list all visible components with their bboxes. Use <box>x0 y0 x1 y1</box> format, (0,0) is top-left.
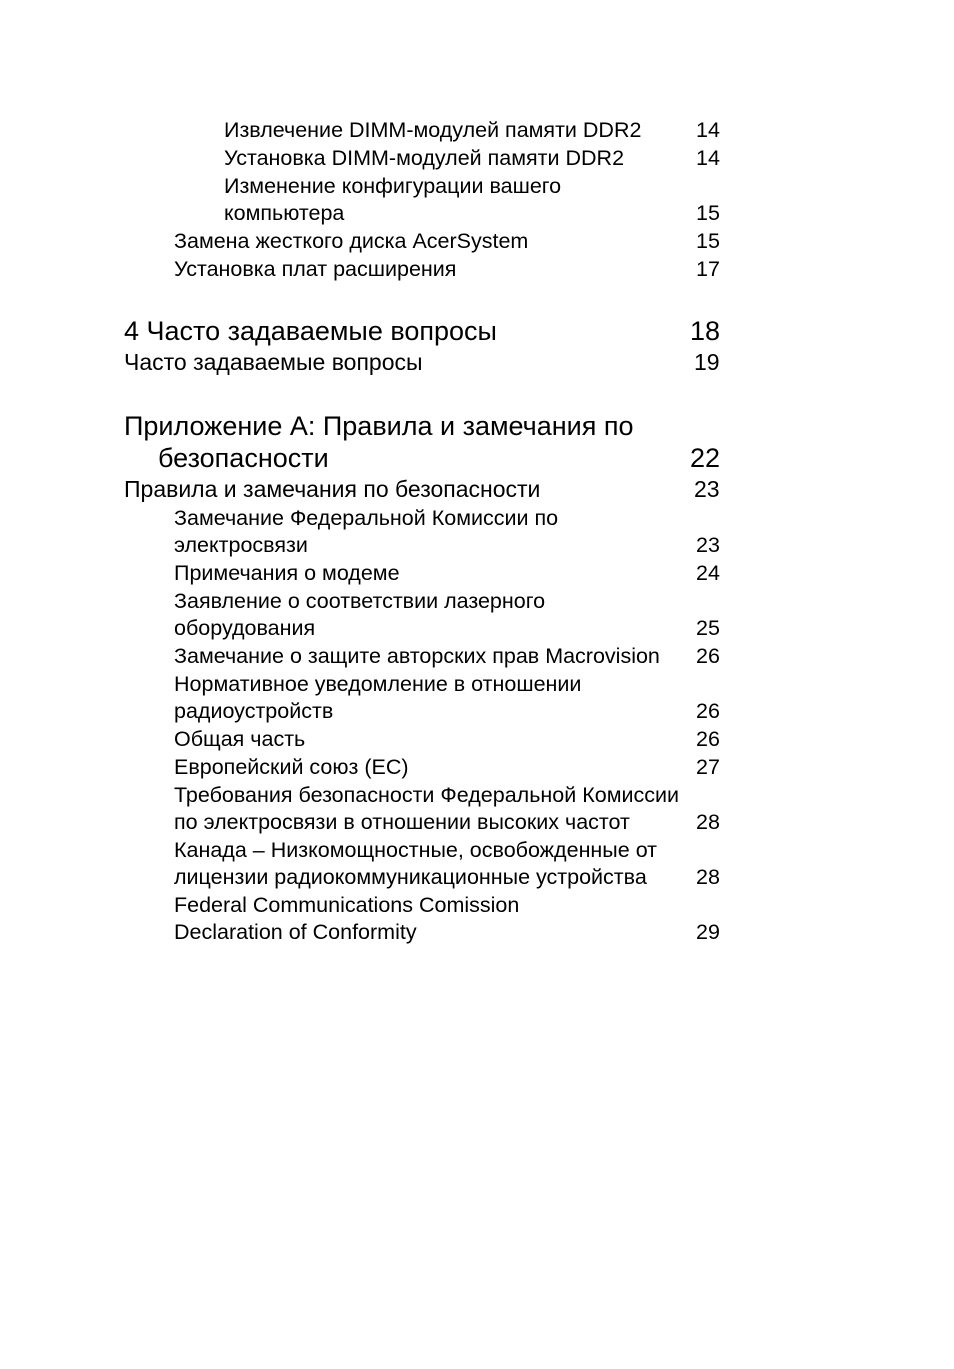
toc-chapter[interactable] <box>124 315 721 347</box>
toc-entry[interactable] <box>224 173 720 227</box>
toc-entry[interactable] <box>174 560 720 587</box>
toc-entry[interactable] <box>174 754 720 781</box>
toc-entry-page: 28 <box>696 865 720 889</box>
toc-entry[interactable] <box>224 145 720 172</box>
toc-entry-page: 24 <box>696 561 720 585</box>
toc-entry-page: 17 <box>696 257 720 281</box>
toc-entry-title-line2: компьютера <box>224 201 345 225</box>
toc-entry-page: 29 <box>696 920 720 944</box>
toc-entry-title: Примечания о модеме <box>174 561 400 585</box>
toc-chapter-page: 22 <box>690 443 721 473</box>
toc-entry-page: 28 <box>696 810 720 834</box>
toc-entry-title-line2: лицензии радиокоммуникационные устройства <box>174 865 647 889</box>
toc-chapter[interactable] <box>124 410 721 474</box>
toc-entry[interactable] <box>174 228 720 255</box>
toc-entry-title: Европейский союз (ЕС) <box>174 755 409 779</box>
toc-entry-title-line1: Изменение конфигурации вашего <box>224 174 562 198</box>
toc-entry[interactable] <box>174 726 720 753</box>
toc-entry-page: 26 <box>696 727 720 751</box>
toc-section-page: 23 <box>694 476 720 502</box>
toc-entry-title: Замена жесткого диска AcerSystem <box>174 229 529 253</box>
toc-entry-title-line1: Требования безопасности Федеральной Комиссии <box>174 783 679 807</box>
toc-entry-title: Установка DIMM-модулей памяти DDR2 <box>224 146 625 170</box>
toc-entry-page: 15 <box>696 229 720 253</box>
toc-entry-title: Извлечение DIMM-модулей памяти DDR2 <box>224 118 642 142</box>
toc-entry-title: Установка плат расширения <box>174 257 457 281</box>
toc-entry-title-line2: оборудования <box>174 616 316 640</box>
toc-entry-page: 14 <box>696 146 720 170</box>
toc-entry[interactable] <box>174 671 720 725</box>
toc-entry-page: 26 <box>696 699 720 723</box>
toc-section-title: Правила и замечания по безопасности <box>124 476 541 502</box>
toc-entry-title: Замечание о защите авторских прав Macrovision <box>174 644 660 668</box>
toc-entry-page: 23 <box>696 533 720 557</box>
toc-section[interactable] <box>124 348 720 376</box>
toc-entry-title-line2: по электросвязи в отношении высоких частот <box>174 810 630 834</box>
toc-entry[interactable] <box>174 643 720 670</box>
toc-entry-title-line1: Нормативное уведомление в отношении <box>174 672 582 696</box>
toc-entry[interactable] <box>174 837 720 891</box>
toc-entry-page: 15 <box>696 201 720 225</box>
toc-entry[interactable] <box>174 505 720 559</box>
toc-chapter-page: 18 <box>690 316 721 346</box>
toc-entry-title-line1: Federal Communications Comission <box>174 893 520 917</box>
toc-chapter-title-line1: Приложение А: Правила и замечания по <box>124 411 634 441</box>
toc-section-page: 19 <box>694 349 720 375</box>
toc-entry-title-line2: электросвязи <box>174 533 308 557</box>
toc-entry[interactable] <box>174 782 720 836</box>
toc-entry-title-line2: радиоустройств <box>174 699 334 723</box>
toc-entry-title-line1: Замечание Федеральной Комиссии по <box>174 506 559 530</box>
toc-entry-page: 26 <box>696 644 720 668</box>
toc-chapter-title-line2: безопасности <box>158 443 329 473</box>
toc-entry-page: 14 <box>696 118 720 142</box>
toc-entry[interactable] <box>224 117 720 144</box>
toc-section-title: Часто задаваемые вопросы <box>124 349 423 375</box>
toc-entry-title: Общая часть <box>174 727 306 751</box>
toc-entry[interactable] <box>174 588 720 642</box>
toc-chapter-title: 4 Часто задаваемые вопросы <box>124 316 497 346</box>
toc-entry[interactable] <box>174 892 720 946</box>
toc-entry-title-line1: Канада – Низкомощностные, освобожденные от <box>174 838 658 862</box>
toc-entry-page: 25 <box>696 616 720 640</box>
toc-section[interactable] <box>124 475 720 503</box>
toc-entry-title-line2: Declaration of Conformity <box>174 920 417 944</box>
toc-entry[interactable] <box>174 256 720 283</box>
toc-entry-title-line1: Заявление о соответствии лазерного <box>174 589 546 613</box>
toc-entry-page: 27 <box>696 755 720 779</box>
